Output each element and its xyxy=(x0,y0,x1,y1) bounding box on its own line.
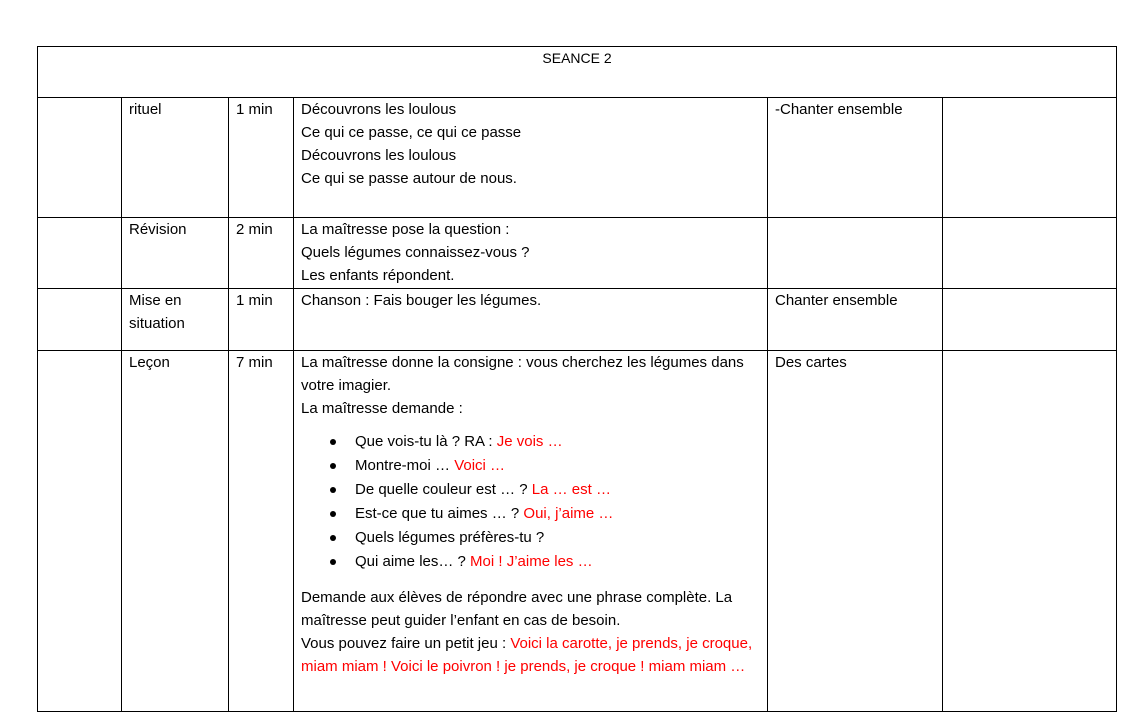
title-row xyxy=(38,47,1117,98)
table-row-rituel xyxy=(38,98,1117,218)
content-line: Chanson : Fais bouger les légumes. xyxy=(301,292,542,309)
question-text: Que vois-tu là ? RA : xyxy=(355,433,497,450)
content-cell xyxy=(294,289,768,351)
content-cell xyxy=(294,218,768,289)
list-item xyxy=(355,550,760,574)
table-row-mise-en-situation xyxy=(38,289,1117,351)
content-line: Les enfants répondent. xyxy=(301,267,455,284)
question-text: Qui aime les… ? xyxy=(355,553,471,570)
empty-cell xyxy=(943,218,1117,289)
duration-cell: 1 min xyxy=(229,289,294,351)
empty-cell xyxy=(38,351,122,712)
answer-text: La … est … xyxy=(531,481,611,498)
table-row-revision xyxy=(38,218,1117,289)
materials-cell xyxy=(768,218,943,289)
content-line: Ce qui se passe autour de nous. xyxy=(301,170,517,187)
materials-cell: Chanter ensemble xyxy=(768,289,943,351)
answer-text: Je vois … xyxy=(496,433,563,450)
empty-cell xyxy=(943,351,1117,712)
duration-cell: 1 min xyxy=(229,98,294,218)
phase-cell: rituel xyxy=(122,98,229,218)
title-cell xyxy=(38,47,1117,98)
content-cell xyxy=(294,98,768,218)
empty-cell xyxy=(38,289,122,351)
question-text: Quels légumes préfères-tu ? xyxy=(355,529,545,546)
list-item xyxy=(355,478,760,502)
empty-cell xyxy=(38,98,122,218)
lesson-plan-table xyxy=(37,46,1117,712)
content-line: Ce qui ce passe, ce qui ce passe xyxy=(301,124,522,141)
content-line: Découvrons les loulous xyxy=(301,101,457,118)
phase-cell: Révision xyxy=(122,218,229,289)
answer-text: Voici … xyxy=(454,457,506,474)
empty-cell xyxy=(943,289,1117,351)
game-prefix: Vous pouvez faire un petit jeu : xyxy=(301,635,511,652)
duration-cell: 7 min xyxy=(229,351,294,712)
duration-cell: 2 min xyxy=(229,218,294,289)
content-line: Quels légumes connaissez-vous ? xyxy=(301,244,530,261)
empty-cell xyxy=(943,98,1117,218)
question-text: De quelle couleur est … ? xyxy=(355,481,532,498)
materials-cell: -Chanter ensemble xyxy=(768,98,943,218)
lecon-instruction: Demande aux élèves de répondre avec une phrase complète. La maîtresse peut guider l’enfant en cas de besoin. xyxy=(301,589,733,629)
materials-cell: Des cartes xyxy=(768,351,943,712)
empty-cell xyxy=(38,218,122,289)
content-cell xyxy=(294,351,768,712)
lecon-intro: La maîtresse donne la consigne : vous cherchez les légumes dans votre imagier. xyxy=(301,354,744,394)
game-text: Voici la carotte, je prends, je croque, miam miam ! Voici le poivron ! je prends, je croque ! miam miam … xyxy=(301,635,753,675)
list-item xyxy=(355,502,760,526)
question-list xyxy=(301,430,760,574)
answer-text: Moi ! J’aime les … xyxy=(470,553,593,570)
answer-text: Oui, j’aime … xyxy=(523,505,614,522)
content-line: La maîtresse pose la question : xyxy=(301,221,510,238)
question-text: Est-ce que tu aimes … ? xyxy=(355,505,524,522)
list-item xyxy=(355,454,760,478)
phase-cell: Leçon xyxy=(122,351,229,712)
session-title: SEANCE 2 xyxy=(542,50,612,66)
phase-cell: Mise en situation xyxy=(122,289,229,351)
content-line: Découvrons les loulous xyxy=(301,147,457,164)
lecon-ask: La maîtresse demande : xyxy=(301,400,463,417)
list-item xyxy=(355,430,760,454)
question-text: Montre-moi … xyxy=(355,457,455,474)
table-row-lecon xyxy=(38,351,1117,712)
list-item xyxy=(355,526,760,550)
